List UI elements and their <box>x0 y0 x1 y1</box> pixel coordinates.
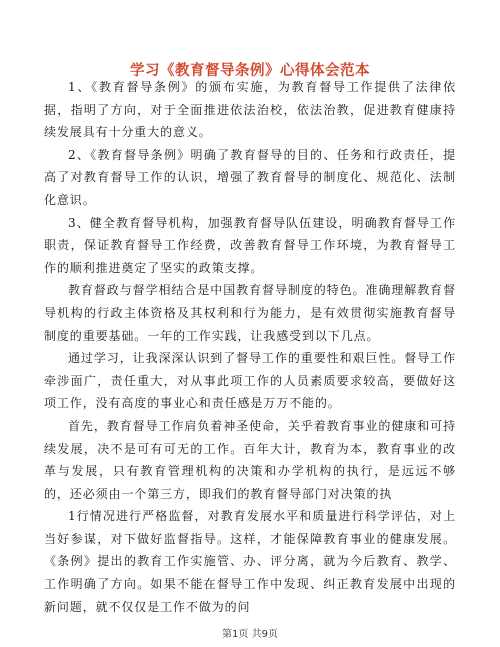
page-number-footer: 第1页 共9页 <box>222 629 278 640</box>
paragraph-3: 3、健全教育督导机构，加强教育督导队伍建设，明确教育督导工作职责，保证教育督导工作经费，改善教育督导工作环境，为教育督导工作的顺利推进奠定了坚实的政策支撑。 <box>44 215 456 275</box>
paragraph-6: 首先，教育督导工作肩负着神圣使命，关乎着教育事业的健康和可持续发展，决不是可有可无的工作。百年大计，教育为本，教育事业的改革与发展，只有教育管理机构的决策和办学机构的执行，是远远不够的，还必须由一个第三方，即我们的教育督导部门对决策的执 <box>44 418 456 501</box>
paragraph-7: 1行情况进行严格监督，对教育发展水平和质量进行科学评估，对上当好参谋，对下做好监督指导。这样，才能保障教育事业的健康发展。《条例》提出的教育工作实施管、办、评分离，就为今后教育、教学、工作明确了方向。如果不能在督导工作中发现、纠正教育发展中出现的新问题，就不仅仅是工作不做为的问 <box>44 509 456 614</box>
document-body <box>44 76 456 618</box>
document-title: 学习《教育督导条例》心得体会范本 <box>130 63 370 79</box>
paragraph-2: 2、《教育督导条例》明确了教育督导的目的、任务和行政责任，提高了对教育督导工作的认识，增强了教育督导的制度化、规范化、法制化意识。 <box>44 147 456 207</box>
paragraph-1: 1、《教育督导条例》的颁布实施，为教育督导工作提供了法律依据，指明了方向，对于全面推进依法治校，依法治教，促进教育健康持续发展具有十分重大的意义。 <box>44 80 456 140</box>
paragraph-5: 通过学习，让我深深认识到了督导工作的重要性和艰巨性。督导工作牵涉面广，责任重大，对从事此项工作的人员素质要求较高，要做好这项工作，没有高度的事业心和责任感是万万不能的。 <box>44 351 456 411</box>
paragraph-4: 教育督政与督学相结合是中国教育督导制度的特色。准确理解教育督导机构的行政主体资格及其权利和行为能力，是有效贯彻实施教育督导制度的重要基础。一年的工作实践，让我感受到以下几点。 <box>44 283 456 343</box>
